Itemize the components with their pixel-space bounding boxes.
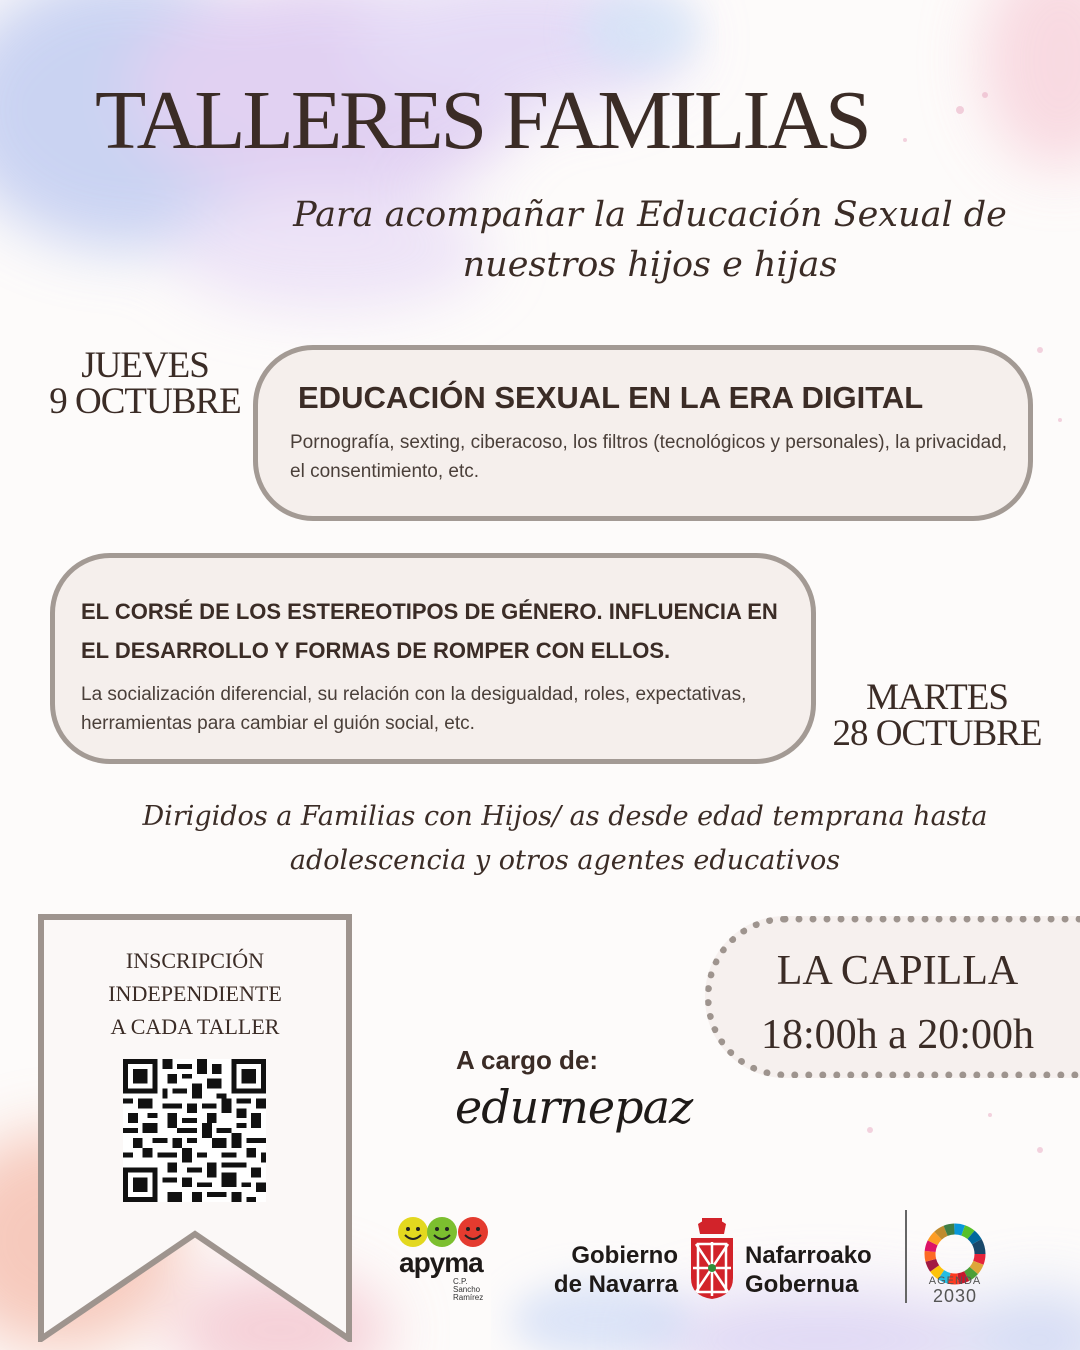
workshop-1-day-date: 9 OCTUBRE bbox=[49, 381, 241, 422]
workshop-2-title: EL CORSÉ DE LOS ESTEREOTIPOS DE GÉNERO. INFLUENCIA EN EL DESARROLLO Y FORMAS DE ROMPER CON ELLOS. bbox=[81, 599, 778, 663]
gov-eu-line-2: Gobernua bbox=[745, 1271, 859, 1298]
workshop-1-title: EDUCACIÓN SEXUAL EN LA ERA DIGITAL bbox=[298, 380, 924, 415]
apyma-sub-3: Ramírez bbox=[453, 1293, 484, 1302]
logo-divider bbox=[905, 1210, 907, 1303]
navarra-shield-icon bbox=[688, 1216, 736, 1300]
subtitle-line-2: nuestros hijos e hijas bbox=[462, 245, 838, 285]
venue-time: 18:00h a 20:00h bbox=[761, 1012, 1034, 1058]
agenda-label: AGENDA bbox=[928, 1275, 982, 1287]
workshop-2-card bbox=[50, 553, 816, 764]
gobierno-navarra-text bbox=[538, 1241, 678, 1299]
registration-line-3: A CADA TALLER bbox=[110, 1014, 280, 1039]
nafarroako-gobernua-text bbox=[745, 1241, 895, 1299]
gov-es-line-1: Gobierno bbox=[571, 1242, 678, 1269]
subtitle-line-1: Para acompañar la Educación Sexual de bbox=[293, 195, 1007, 235]
apyma-subtitle bbox=[453, 1278, 483, 1302]
venue-card bbox=[705, 916, 1080, 1078]
speaker-signature: edurnepaz bbox=[455, 1080, 693, 1134]
registration-line-1: INSCRIPCIÓN bbox=[125, 948, 265, 973]
agenda-year: 2030 bbox=[932, 1286, 978, 1306]
page-title: TALLERES FAMILIAS bbox=[95, 74, 869, 167]
venue-name: LA CAPILLA bbox=[776, 948, 1019, 994]
registration-text bbox=[60, 944, 330, 1043]
workshop-1-day: JUEVES bbox=[81, 345, 209, 386]
workshop-1-date bbox=[40, 345, 250, 422]
audience-line-2: adolescencia y otros agentes educativos bbox=[289, 845, 841, 876]
apyma-sub-1: C.P. bbox=[453, 1277, 468, 1286]
qr-code-icon[interactable] bbox=[123, 1059, 266, 1202]
speaker-label: A cargo de: bbox=[456, 1045, 599, 1075]
workshop-2-day: MARTES bbox=[866, 677, 1008, 718]
workshop-1-description: Pornografía, sexting, ciberacoso, los filtros (tecnológicos y personales), la privacidad, el consentimiento, etc. bbox=[290, 432, 1008, 482]
apyma-name: apyma bbox=[399, 1247, 483, 1278]
audience-text bbox=[80, 795, 1050, 883]
workshop-2-description: La socialización diferencial, su relación con la desigualdad, roles, expectativas, herramientas para cambiar el guión social, etc. bbox=[81, 684, 747, 734]
subtitle bbox=[250, 190, 1050, 290]
workshop-2-day-date: 28 OCTUBRE bbox=[832, 713, 1042, 754]
gov-es-line-2: de Navarra bbox=[553, 1271, 678, 1298]
workshop-2-date bbox=[822, 677, 1052, 754]
registration-line-2: INDEPENDIENTE bbox=[108, 981, 282, 1006]
workshop-1-card bbox=[253, 345, 1033, 521]
audience-line-1: Dirigidos a Familias con Hijos/ as desde edad temprana hasta bbox=[142, 801, 988, 832]
gov-eu-line-1: Nafarroako bbox=[745, 1242, 872, 1269]
apyma-sub-2: Sancho bbox=[453, 1285, 481, 1294]
